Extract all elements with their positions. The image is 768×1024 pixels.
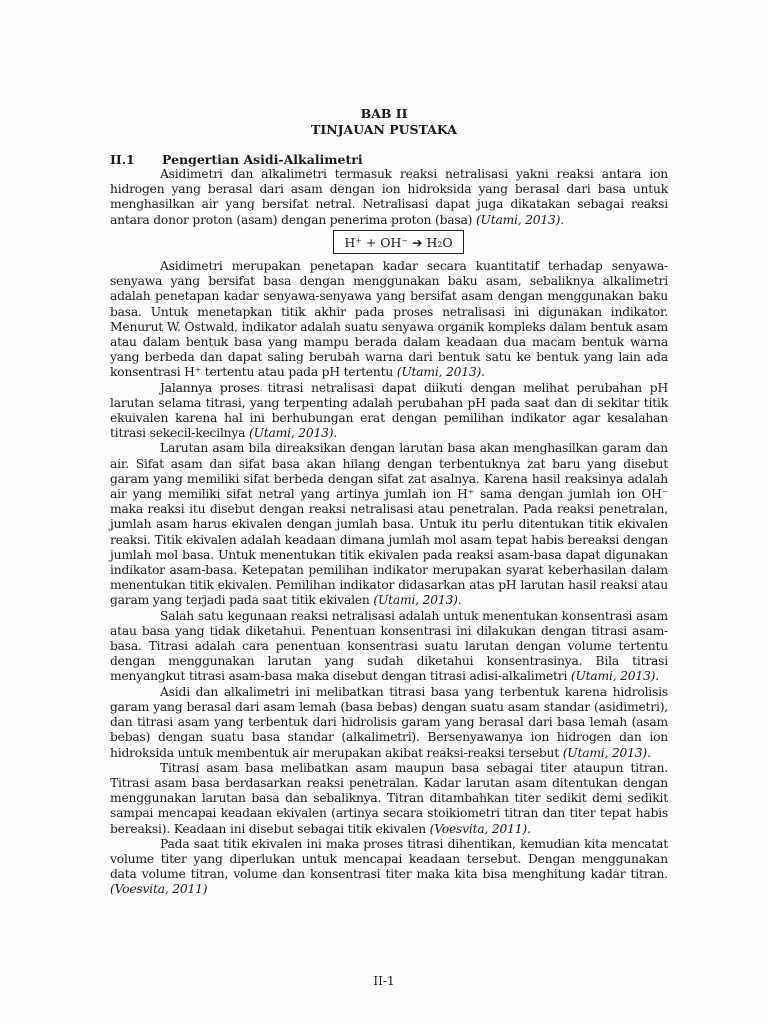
chapter-subtitle: TINJAUAN PUSTAKA — [311, 122, 457, 137]
paragraph-text: Larutan asam bila direaksikan dengan larutan basa akan menghasilkan garam dan air. Sifat asam dan sifat basa akan hilang dengan terbentuknya zat baru yang disebut garam yang memiliki sifat berbeda dengan sifat zat asalnya. Karena hasil reaksinya adalah air yang memiliki sifat netral yang artinya jumlah ion H⁺ sama dengan jumlah ion OH⁻ maka reaksi itu disebut dengan reaksi netralisasi atau penetralan. Pada reaksi penetralan, jumlah asam harus ekivalen dengan jumlah basa. Untuk itu perlu ditentukan titik ekivalen reaksi. Titik ekivalen adalah keadaan dimana jumlah mol asam tepat habis bereaksi dengan jumlah mol basa. Untuk menentukan titik ekivalen pada reaksi asam-basa dapat digunakan indikator asam-basa. Ketepatan pemilihan indikator merupakan syarat keberhasilan dalam menentukan titik ekivalen. Pemilihan indikator didasarkan atas pH larutan hasil reaksi atau garam yang terjadi pada saat titik ekivalen — [110, 441, 668, 608]
paragraph-citation: (Voesvita, 2011) — [110, 882, 208, 897]
body-paragraph — [110, 685, 668, 761]
body-paragraph — [110, 837, 668, 898]
body-paragraph — [110, 761, 668, 837]
paragraph-text: Titrasi asam basa melibatkan asam maupun basa sebagai titer ataupun titran. Titrasi asam basa berdasarkan reaksi penetralan. Kadar larutan asam ditentukan dengan menggunakan larutan basa dan sebaliknya. Titran ditambahkan titer sedikit demi sedikit sampai mencapai keadaan ekivalen (artinya secara stoikiometri titran dan titer tepat habis bereaksi). Keadaan ini disebut sebagai titik ekivalen — [110, 760, 668, 836]
section-heading — [110, 152, 363, 167]
paragraph-citation: (Utami, 2013). — [570, 669, 659, 684]
paragraph-text: Jalannya proses titrasi netralisasi dapat diikuti dengan melihat perubahan pH larutan selama titrasi, yang terpenting adalah perubahan pH pada saat dan di sekitar titik ekuivalen karena hal ini berhubungan erat dengan pemilihan indikator agar kesalahan titrasi sekecil-kecilnya — [110, 380, 668, 441]
intro-paragraph — [110, 167, 668, 228]
paragraph-citation: (Utami, 2013). — [396, 365, 485, 380]
intro-citation: (Utami, 2013). — [475, 212, 564, 227]
equation-product: H₂O — [426, 234, 453, 250]
paragraph-text: Asidi dan alkalimetri ini melibatkan titrasi basa yang terbentuk karena hidrolisis garam yang berasal dari asam lemah (basa bebas) dengan suatu asam standar (asidimetri), dan titrasi asam yang terbentuk dari hidrolisis garam yang berasal dari basa lemah (asam bebas) dengan suatu basa standar (alkalimetri). Bersenyawanya ion hidrogen dan ion hidroksida untuk membentuk air merupakan akibat reaksi-reaksi tersebut — [110, 684, 668, 760]
body-paragraph — [110, 609, 668, 685]
paragraph-text: Pada saat titik ekivalen ini maka proses titrasi dihentikan, kemudian kita mencatat volume titer yang diperlukan untuk mencapai keadaan tersebut. Dengan menggunakan data volume titran, volume dan konsentrasi titer maka kita bisa menghitung kadar titran. — [110, 836, 668, 882]
section-number: II.1 — [110, 152, 135, 167]
reaction-equation-box — [333, 230, 464, 254]
body-paragraph — [110, 381, 668, 442]
paragraph-text: Asidimetri merupakan penetapan kadar secara kuantitatif terhadap senyawa-senyawa yang bersifat basa dengan menggunakan baku asam, sebaliknya alkalimetri adalah penetapan kadar senyawa-senyawa yang bersifat asam dengan menggunakan baku basa. Untuk menetapkan titik akhir pada proses netralisasi ini digunakan indikator. Menurut W. Ostwald, indikator adalah suatu senyawa organik kompleks dalam bentuk asam atau dalam bentuk basa yang mampu berada dalam keadaan dua macam bentuk warna yang berbeda dan dapat saling berubah warna dari bentuk satu ke bentuk yang lain ada konsentrasi H⁺ tertentu atau pada pH tertentu — [110, 259, 668, 380]
intro-text: Asidimetri dan alkalimetri termasuk reaksi netralisasi yakni reaksi antara ion hidrogen yang berasal dari asam dengan ion hidroksida yang berasal dari basa untuk menghasilkan air yang bersifat netral. Netralisasi dapat juga dikatakan sebagai reaksi antara donor proton (asam) dengan penerima proton (basa) — [110, 167, 668, 227]
paragraph-citation: (Utami, 2013). — [249, 426, 338, 441]
equation-reactants: H⁺ + OH⁻ — [344, 234, 409, 250]
equation-arrow-icon: ➔ — [412, 234, 423, 250]
paragraph-citation: (Utami, 2013). — [562, 745, 651, 760]
body-paragraph — [110, 259, 668, 381]
body-text — [110, 259, 668, 898]
chapter-heading: BAB II — [360, 106, 408, 121]
paragraph-citation: (Utami, 2013). — [373, 593, 462, 608]
page-number: II-1 — [373, 974, 395, 988]
paragraph-text: Salah satu kegunaan reaksi netralisasi adalah untuk menentukan konsentrasi asam atau basa yang tidak diketahui. Penentuan konsentrasi ini dilakukan dengan titrasi asam-basa. Titrasi adalah cara penentuan konsentrasi suatu larutan dengan volume tertentu dengan menggunakan larutan yang sudah diketahui konsentrasinya. Bila titrasi menyangkut titrasi asam-basa maka disebut dengan titrasi adisi-alkalimetri — [110, 608, 668, 684]
section-title: Pengertian Asidi-Alkalimetri — [162, 152, 363, 167]
intro-block — [110, 167, 668, 228]
body-paragraph — [110, 441, 668, 608]
paragraph-citation: (Voesvita, 2011). — [429, 821, 531, 836]
